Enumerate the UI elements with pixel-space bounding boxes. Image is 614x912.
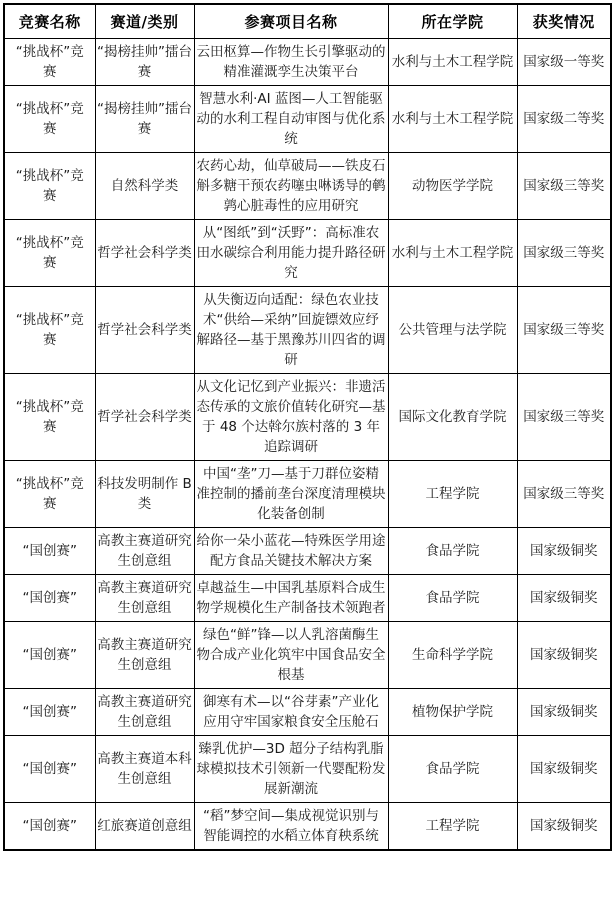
cell-project: 御寒有术—以“谷芽素”产业化应用守牢国家粮食安全压舱石 <box>194 689 388 736</box>
cell-award: 国家级铜奖 <box>517 622 611 689</box>
cell-college: 生命科学学院 <box>388 622 517 689</box>
cell-award: 国家级铜奖 <box>517 736 611 803</box>
cell-track: “揭榜挂帅”擂台赛 <box>95 39 194 86</box>
header-track-category: 赛道/类别 <box>95 4 194 39</box>
table-row <box>4 374 611 461</box>
award-results-table <box>3 3 612 851</box>
table-row <box>4 461 611 528</box>
cell-track: 高教主赛道研究生创意组 <box>95 622 194 689</box>
cell-award: 国家级三等奖 <box>517 220 611 287</box>
table-row <box>4 39 611 86</box>
cell-award: 国家级三等奖 <box>517 287 611 374</box>
cell-track: 高教主赛道本科生创意组 <box>95 736 194 803</box>
table-row <box>4 803 611 851</box>
cell-college: 国际文化教育学院 <box>388 374 517 461</box>
header-row <box>4 4 611 39</box>
table-body <box>4 39 611 851</box>
cell-project: 农药心劫，仙草破局——铁皮石斛多糖干预农药噻虫啉诱导的鹌鹑心脏毒性的应用研究 <box>194 153 388 220</box>
header-project-name: 参赛项目名称 <box>194 4 388 39</box>
cell-award: 国家级三等奖 <box>517 461 611 528</box>
cell-award: 国家级二等奖 <box>517 86 611 153</box>
cell-award: 国家级一等奖 <box>517 39 611 86</box>
cell-track: 高教主赛道研究生创意组 <box>95 689 194 736</box>
cell-college: 水利与土木工程学院 <box>388 220 517 287</box>
cell-award: 国家级铜奖 <box>517 528 611 575</box>
cell-competition: “国创赛” <box>4 803 95 851</box>
cell-competition: “挑战杯”竞赛 <box>4 86 95 153</box>
cell-track: 哲学社会科学类 <box>95 220 194 287</box>
cell-competition: “国创赛” <box>4 575 95 622</box>
cell-competition: “国创赛” <box>4 689 95 736</box>
table-header <box>4 4 611 39</box>
cell-college: 水利与土木工程学院 <box>388 86 517 153</box>
cell-project: 从失衡迈向适配：绿色农业技术“供给—采纳”回旋镖效应纾解路径—基于黑豫苏川四省的调研 <box>194 287 388 374</box>
cell-project: 中国“垄”刀—基于刀群位姿精准控制的播前垄台深度清理模块化装备创制 <box>194 461 388 528</box>
cell-award: 国家级三等奖 <box>517 374 611 461</box>
cell-track: 自然科学类 <box>95 153 194 220</box>
cell-college: 工程学院 <box>388 803 517 851</box>
cell-competition: “国创赛” <box>4 736 95 803</box>
table-row <box>4 153 611 220</box>
cell-track: 科技发明制作 B 类 <box>95 461 194 528</box>
cell-competition: “挑战杯”竞赛 <box>4 153 95 220</box>
cell-college: 食品学院 <box>388 528 517 575</box>
cell-competition: “挑战杯”竞赛 <box>4 287 95 374</box>
table-row <box>4 736 611 803</box>
cell-competition: “挑战杯”竞赛 <box>4 374 95 461</box>
cell-track: “揭榜挂帅”擂台赛 <box>95 86 194 153</box>
cell-project: 云田枢算—作物生长引擎驱动的精准灌溉孪生决策平台 <box>194 39 388 86</box>
cell-award: 国家级铜奖 <box>517 575 611 622</box>
table-row <box>4 220 611 287</box>
cell-competition: “挑战杯”竞赛 <box>4 220 95 287</box>
table-row <box>4 689 611 736</box>
cell-track: 高教主赛道研究生创意组 <box>95 575 194 622</box>
cell-track: 高教主赛道研究生创意组 <box>95 528 194 575</box>
cell-project: 从“图纸”到“沃野”：高标准农田水碳综合利用能力提升路径研究 <box>194 220 388 287</box>
cell-college: 公共管理与法学院 <box>388 287 517 374</box>
cell-college: 水利与土木工程学院 <box>388 39 517 86</box>
table-row <box>4 86 611 153</box>
cell-project: “稻”梦空间—集成视觉识别与智能调控的水稻立体育秧系统 <box>194 803 388 851</box>
cell-college: 食品学院 <box>388 575 517 622</box>
cell-competition: “国创赛” <box>4 622 95 689</box>
cell-award: 国家级三等奖 <box>517 153 611 220</box>
cell-college: 植物保护学院 <box>388 689 517 736</box>
cell-college: 食品学院 <box>388 736 517 803</box>
cell-competition: “挑战杯”竞赛 <box>4 461 95 528</box>
cell-competition: “挑战杯”竞赛 <box>4 39 95 86</box>
table-row <box>4 622 611 689</box>
cell-track: 哲学社会科学类 <box>95 374 194 461</box>
cell-award: 国家级铜奖 <box>517 803 611 851</box>
cell-project: 卓越益生—中国乳基原料合成生物学规模化生产制备技术领跑者 <box>194 575 388 622</box>
cell-project: 给你一朵小蓝花—特殊医学用途配方食品关键技术解决方案 <box>194 528 388 575</box>
cell-competition: “国创赛” <box>4 528 95 575</box>
table-row <box>4 575 611 622</box>
table-row <box>4 528 611 575</box>
header-award-status: 获奖情况 <box>517 4 611 39</box>
table-row <box>4 287 611 374</box>
cell-track: 红旅赛道创意组 <box>95 803 194 851</box>
header-college: 所在学院 <box>388 4 517 39</box>
cell-project: 臻乳优护—3D 超分子结构乳脂球模拟技术引领新一代婴配粉发展新潮流 <box>194 736 388 803</box>
cell-track: 哲学社会科学类 <box>95 287 194 374</box>
cell-college: 动物医学学院 <box>388 153 517 220</box>
cell-project: 智慧水利·AI 蓝图—人工智能驱动的水利工程自动审图与优化系统 <box>194 86 388 153</box>
cell-college: 工程学院 <box>388 461 517 528</box>
cell-project: 从文化记忆到产业振兴：非遗活态传承的文旅价值转化研究—基于 48 个达斡尔族村落的 3 年追踪调研 <box>194 374 388 461</box>
cell-award: 国家级铜奖 <box>517 689 611 736</box>
cell-project: 绿色“鲜”锋—以人乳溶菌酶生物合成产业化筑牢中国食品安全根基 <box>194 622 388 689</box>
header-competition-name: 竞赛名称 <box>4 4 95 39</box>
